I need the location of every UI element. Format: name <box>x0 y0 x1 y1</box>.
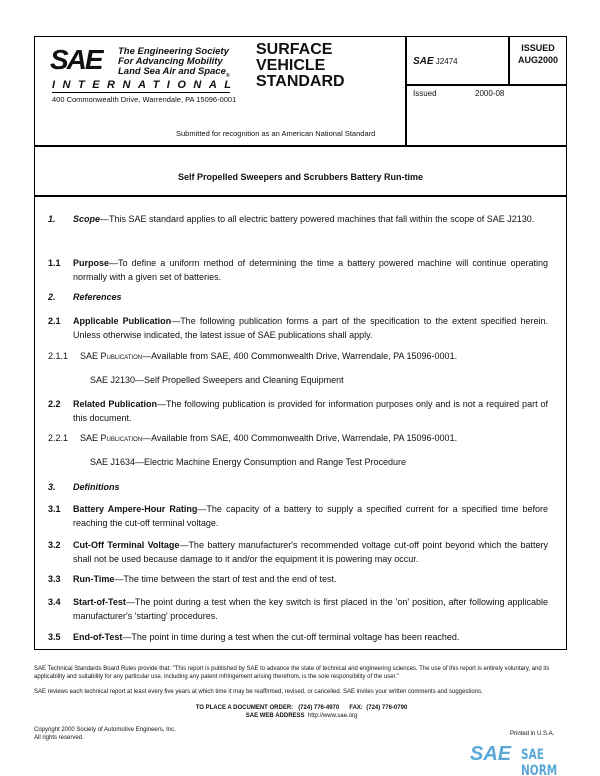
doc-id <box>413 56 458 67</box>
section-heading: Purpose <box>73 258 110 268</box>
section-number: 3.5 <box>48 632 61 642</box>
section-number: 1.1 <box>48 258 61 268</box>
section-body: —This SAE standard applies to all electric battery powered machines that fall within the scope of SAE J2130. <box>100 214 535 224</box>
status-line: ISSUED <box>521 43 555 53</box>
divider <box>34 145 567 147</box>
section-heading: References <box>73 292 122 302</box>
section-heading: End-of-Test <box>73 632 123 642</box>
tagline-line: Land Sea Air and Space <box>118 66 226 77</box>
doc-type-line: SURFACE <box>256 41 333 58</box>
section-text <box>73 630 548 644</box>
section-heading: Run-Time <box>73 574 115 584</box>
section-heading: Scope <box>73 214 101 224</box>
section-body: —The time between the start of test and the end of test. <box>114 574 337 584</box>
document-title: Self Propelled Sweepers and Scrubbers Battery Run-time <box>177 172 424 182</box>
section-body: —The point during a test when the key switch is first placed in the 'on' position, after following applicable manufacturer's 'starting' procedures. <box>73 597 548 621</box>
section-body: —The battery manufacturer's recommended voltage cut-off point beyond which the battery shall not be used because damage to it and/or the equipment it is powering may occur. <box>73 540 548 564</box>
section-number: 2.1 <box>48 316 61 326</box>
section-text <box>73 538 548 566</box>
order-label: TO PLACE A DOCUMENT ORDER: <box>195 705 294 711</box>
tagline-line: For Advancing Mobility <box>118 56 223 67</box>
section-body: SAE J2130—Self Propelled Sweepers and Cleaning Equipment <box>90 375 344 385</box>
address: 400 Commonwealth Drive, Warrendale, PA 15096-0001 <box>52 95 237 104</box>
society-tagline <box>118 47 230 81</box>
doc-number: J2474 <box>435 57 458 66</box>
section-body: SAE J1634—Electric Machine Energy Consumption and Range Test Procedure <box>90 457 407 467</box>
section-text <box>73 212 548 226</box>
section-heading: SAE Publication <box>80 433 143 443</box>
section-text <box>73 480 548 494</box>
order-phone: (724) 776-4970 <box>298 705 340 711</box>
section-number: 3.3 <box>48 574 61 584</box>
web-label: SAE WEB ADDRESS <box>245 713 305 719</box>
section-number: 2.2 <box>48 399 61 409</box>
section-text <box>73 256 548 284</box>
watermark-logo: SAE <box>470 743 512 765</box>
divider <box>405 84 566 86</box>
section-body: —Available from SAE, 400 Commonwealth Drive, Warrendale, PA 15096-0001. <box>142 433 458 443</box>
section-number: 3.2 <box>48 540 61 550</box>
review-note: SAE reviews each technical report at least every five years at which time it may be reaffirmed, revised, or cancelled. SAE invites your written comments and suggestions. <box>34 689 483 695</box>
sae-small-logo: SAE <box>413 56 434 67</box>
doc-type-line: STANDARD <box>256 73 345 90</box>
document-type <box>256 42 345 90</box>
section-heading: Related Publication <box>73 399 157 409</box>
section-text <box>90 373 548 387</box>
section-number: 3. <box>48 482 56 492</box>
logo-rule <box>52 92 230 93</box>
fax-number: (724) 776-0790 <box>366 705 408 711</box>
section-number: 2. <box>48 292 56 302</box>
section-number: 2.2.1 <box>48 433 69 443</box>
printed-in: Printed in U.S.A. <box>510 731 555 737</box>
section-number: 3.1 <box>48 504 61 514</box>
status-line: AUG2000 <box>517 55 559 65</box>
submitted-note: Submitted for recognition as an American National Standard <box>176 129 376 138</box>
watermark-text: SAE NORM <box>521 747 558 776</box>
section-body: —The capacity of a battery to supply a specified current for a specified time before reaching the cut-off terminal voltage. <box>73 504 548 528</box>
divider <box>34 195 567 197</box>
web-link[interactable]: http://www.sae.org <box>307 713 358 719</box>
copyright <box>34 726 176 742</box>
section-heading: Start-of-Test <box>73 597 126 607</box>
section-text <box>73 290 548 304</box>
international-wordmark: INTERNATIONAL <box>52 79 239 91</box>
issued-label: Issued <box>413 89 437 98</box>
section-number: 2.1.1 <box>48 351 69 361</box>
issued-date: 2000-08 <box>475 89 505 98</box>
section-heading: Cut-Off Terminal Voltage <box>73 540 180 550</box>
doc-type-line: VEHICLE <box>256 57 326 74</box>
divider <box>405 36 407 146</box>
rights-line: All rights reserved. <box>34 735 84 741</box>
section-body: —To define a uniform method of determining the time a battery powered machine will continue operating normally with a given set of batteries. <box>73 258 548 282</box>
section-heading: Battery Ampere-Hour Rating <box>73 504 198 514</box>
policy-note: SAE Technical Standards Board Rules provide that: "This report is published by SAE to advance the state of technical and engineering sciences. The use of this report is entirely voluntary, and its applicability and suitability for any particular use, including any patent infringement arising therefrom, is the sole responsibility of the user." <box>34 666 550 680</box>
section-heading: SAE Publication <box>80 351 143 361</box>
section-heading: Definitions <box>73 482 120 492</box>
section-text <box>90 455 548 469</box>
order-info <box>34 704 569 720</box>
section-body: —Available from SAE, 400 Commonwealth Drive, Warrendale, PA 15096-0001. <box>142 351 458 361</box>
section-number: 3.4 <box>48 597 61 607</box>
section-text <box>73 502 548 530</box>
section-body: —The following publication is provided for information purposes only and is not a required part of this document. <box>73 399 548 423</box>
section-number: 1. <box>48 214 56 224</box>
divider <box>508 36 510 85</box>
sae-logo: SAE <box>50 44 102 75</box>
section-heading: Applicable Publication <box>73 316 172 326</box>
section-text <box>73 595 548 623</box>
copyright-line: Copyright 2000 Society of Automotive Engineers, Inc. <box>34 727 176 733</box>
section-text <box>73 397 548 425</box>
section-body: —The following publication forms a part of the specification to the extent specified herein. Unless otherwise indicated, the latest issue of SAE publications shall apply. <box>73 316 549 340</box>
section-text <box>80 431 548 445</box>
registered-mark: ® <box>225 72 230 79</box>
section-text <box>73 314 548 342</box>
tagline-line: The Engineering Society <box>118 46 229 57</box>
section-text <box>73 572 548 586</box>
status-badge <box>512 42 564 66</box>
section-text <box>80 349 548 363</box>
section-body: —The point in time during a test when the cut-off terminal voltage has been reached. <box>122 632 460 642</box>
fax-label: FAX: <box>349 705 363 711</box>
